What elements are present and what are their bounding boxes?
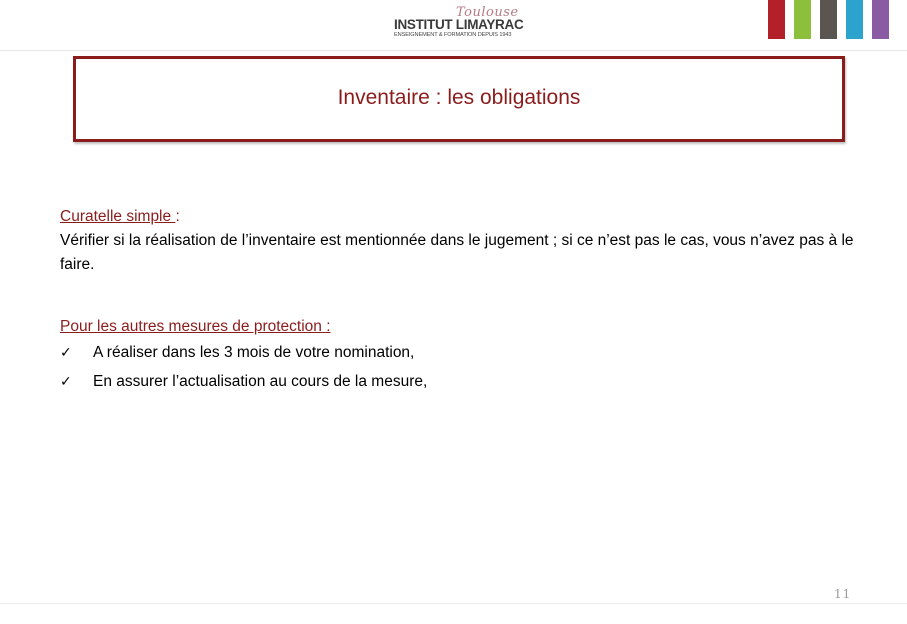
section-heading-curatelle [60, 205, 860, 229]
slide-content [60, 205, 860, 399]
checkmark-icon: ✓ [60, 345, 72, 361]
section-body-curatelle: Vérifier si la réalisation de l’inventaire est mentionnée dans le jugement ; si ce n’est pas le cas, vous n’avez pas à le faire. [60, 232, 854, 273]
list-item [60, 341, 860, 370]
color-bar-green [794, 0, 811, 39]
header-divider [0, 50, 907, 51]
page-number: 11 [834, 587, 852, 601]
color-bars [768, 0, 889, 39]
color-bar-purple [872, 0, 889, 39]
obligations-list [60, 341, 860, 399]
logo-tagline: ENSEIGNEMENT & FORMATION DEPUIS 1943 [394, 32, 512, 38]
color-bar-gray [820, 0, 837, 39]
section-heading-autres-mesures [60, 315, 860, 339]
list-item-text: A réaliser dans les 3 mois de votre nomination, [93, 344, 415, 361]
list-item [60, 370, 860, 399]
slide-title: Inventaire : les obligations [337, 85, 581, 109]
color-bar-blue [846, 0, 863, 39]
title-box [73, 56, 845, 142]
section-heading-curatelle-colon: : [175, 208, 180, 225]
section-heading-curatelle-label: Curatelle simple [60, 208, 176, 225]
color-bar-red [768, 0, 785, 39]
institut-limayrac-logo [394, 5, 524, 42]
footer-divider [0, 603, 907, 604]
section-heading-autres-mesures-label: Pour les autres mesures de protection : [60, 318, 331, 335]
logo-script-text: Toulouse [456, 5, 519, 20]
list-item-text: En assurer l’actualisation au cours de la mesure, [93, 373, 428, 390]
logo-main-text: INSTITUT LIMAYRAC [394, 17, 524, 32]
checkmark-icon: ✓ [60, 374, 72, 390]
